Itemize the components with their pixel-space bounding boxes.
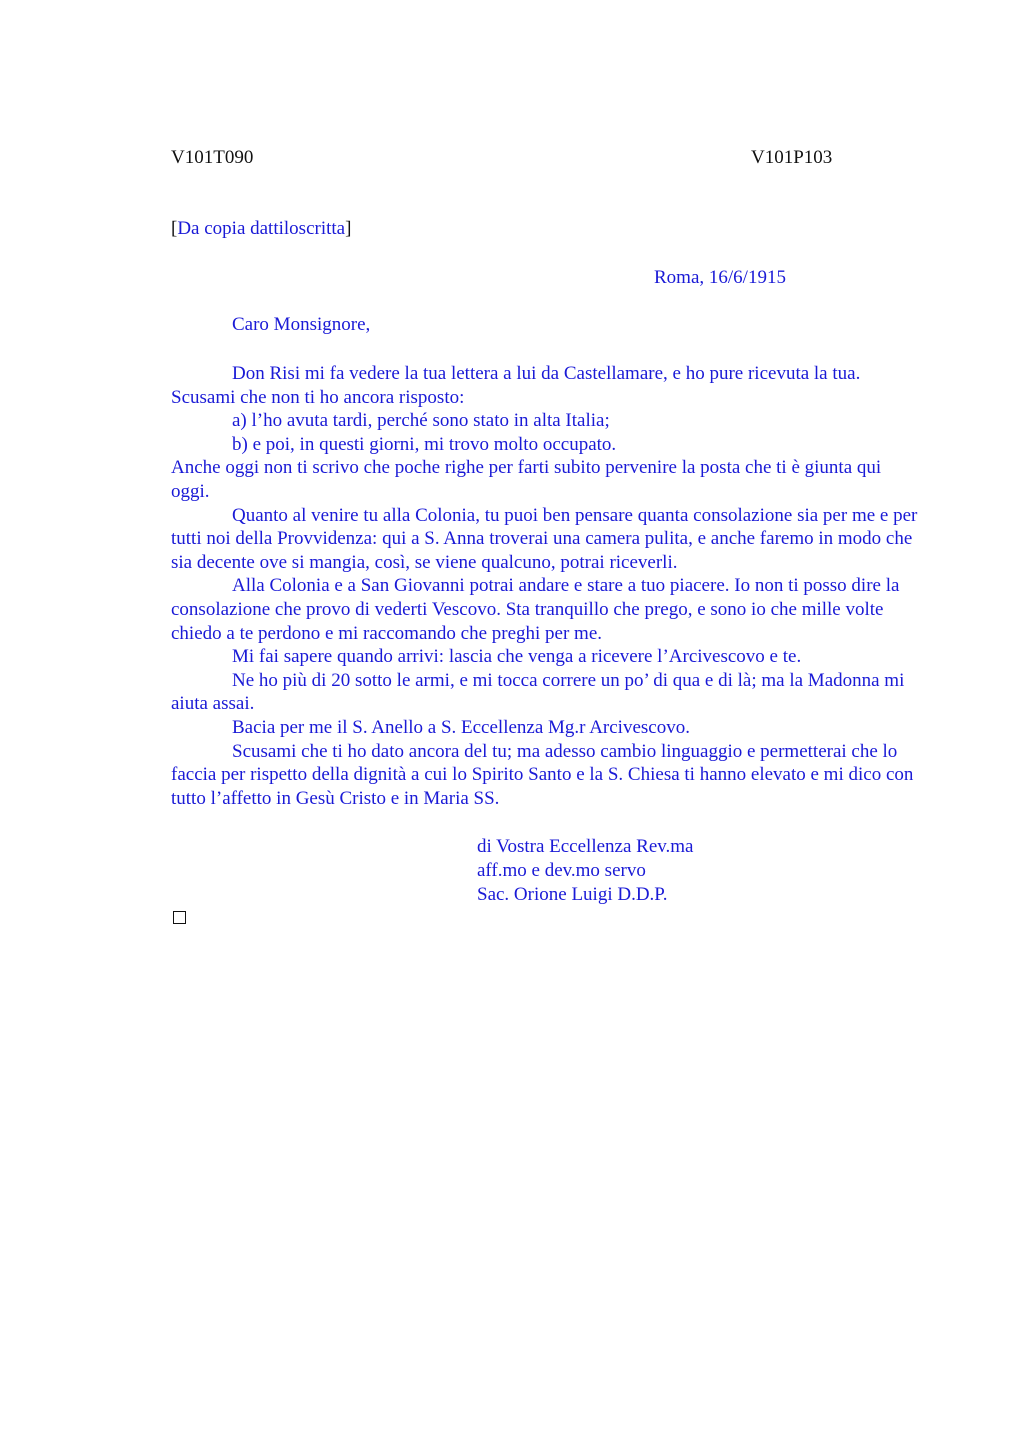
- paragraph: [171, 740, 921, 811]
- paragraph-text: Scusami che ti ho dato ancora del tu; ma adesso cambio linguaggio e permetterai che lo faccia per rispetto della dignità a cui lo Spirito Santo e la S. Chiesa ti hanno elevato e mi dico con tutto l’affetto in Gesù Cristo e in Maria SS.: [171, 740, 914, 809]
- paragraph-text: a) l’ho avuta tardi, perché sono stato in alta Italia;: [232, 410, 610, 432]
- paragraph: [171, 456, 921, 503]
- paragraph-text: Alla Colonia e a San Giovanni potrai andare e stare a tuo piacere. Io non ti posso dire la consolazione che provo di vederti Vescovo. Sta tranquillo che prego, e sono io che mille volte chiedo a te perdono e mi raccomando che preghi per me.: [171, 575, 900, 644]
- paragraph-text: Anche oggi non ti scrivo che poche righe per farti subito pervenire la posta che ti è giunta qui oggi.: [171, 457, 882, 502]
- header-left-code: V101T090: [171, 147, 254, 168]
- source-note-close-bracket: ]: [345, 218, 352, 239]
- signature-line-3: Sac. Orione Luigi D.D.P.: [477, 884, 668, 905]
- signature-line-1: di Vostra Eccellenza Rev.ma: [477, 836, 694, 857]
- source-note: [171, 217, 351, 241]
- paragraph: [171, 362, 921, 409]
- source-note-open-bracket: [: [171, 218, 178, 239]
- header-right-code: V101P103: [751, 147, 833, 168]
- end-marker-square: [173, 911, 186, 924]
- source-note-text: Da copia dattiloscritta: [177, 218, 346, 239]
- signature-block: [477, 835, 694, 907]
- paragraph-text: Don Risi mi fa vedere la tua lettera a lui da Castellamare, e ho pure ricevuta la tua. Scusami che non ti ho ancora risposto:: [171, 363, 861, 408]
- paragraph-text: Quanto al venire tu alla Colonia, tu puoi ben pensare quanta consolazione sia per me e per tutti noi della Provvidenza: qui a S. Anna troverai una camera pulita, e anche faremo in modo che sia decente ove si mangia, così, se viene qualcuno, potrai riceverli.: [171, 504, 918, 573]
- paragraph: [171, 409, 921, 433]
- paragraph-text: Ne ho più di 20 sotto le armi, e mi tocca correre un po’ di qua e di là; ma la Madonna mi aiuta assai.: [171, 669, 905, 715]
- paragraph: [171, 716, 921, 740]
- paragraph: [171, 574, 921, 645]
- paragraph: [171, 504, 921, 575]
- date-line: Roma, 16/6/1915: [654, 267, 786, 288]
- paragraph: [171, 433, 921, 457]
- salutation: Caro Monsignore,: [232, 314, 371, 335]
- signature-line-2: aff.mo e dev.mo servo: [477, 860, 646, 881]
- paragraph-text: Mi fai sapere quando arrivi: lascia che venga a ricevere l’Arcivescovo e te.: [232, 646, 802, 668]
- paragraph-text: Bacia per me il S. Anello a S. Eccellenza Mg.r Arcivescovo.: [232, 716, 690, 738]
- paragraph: [171, 669, 921, 716]
- letter-body: [171, 362, 921, 810]
- paragraph: [171, 645, 921, 669]
- paragraph-text: b) e poi, in questi giorni, mi trovo molto occupato.: [232, 433, 617, 455]
